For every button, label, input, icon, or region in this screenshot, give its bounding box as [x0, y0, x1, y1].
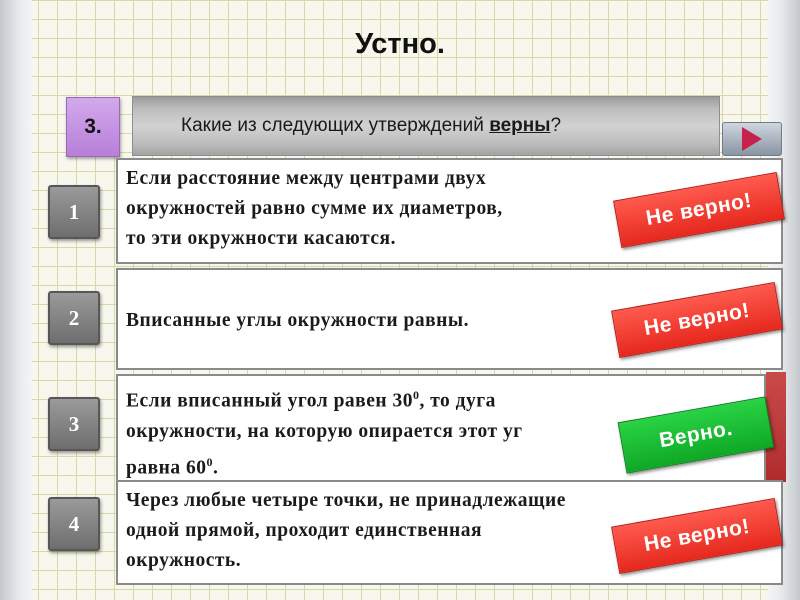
verdict-badge-4: Не верно! — [611, 498, 783, 574]
statement-number-3[interactable]: 3 — [48, 397, 100, 451]
statement-4: Через любые четыре точки, не принадлежащие одной прямой, проходит единственная окружность. — [116, 480, 783, 585]
statement-number-2[interactable]: 2 — [48, 291, 100, 345]
play-triangle-icon — [742, 127, 762, 151]
statement-2: Вписанные углы окружности равны. — [116, 268, 783, 370]
question-number: 3. — [66, 97, 120, 157]
left-edge-shade — [0, 0, 32, 600]
question-text-end: ? — [550, 115, 562, 136]
next-slide-button[interactable] — [722, 122, 782, 156]
statement-3-line-1a: Если вписанный угол равен 30 — [126, 390, 413, 412]
verdict-badge-3: Верно. — [618, 396, 775, 473]
statement-3-superscript-1: 0 — [412, 388, 420, 402]
statement-1: Если расстояние между центрами двух окружностей равно сумме их диаметров, то эти окружности касаются. — [116, 158, 783, 264]
question-text-emphasis: верны — [489, 115, 551, 136]
statement-number-1[interactable]: 1 — [48, 185, 100, 239]
statement-3-line-3a: равна 60 — [126, 457, 207, 478]
page-title: Устно. — [355, 28, 445, 60]
question-text-start: Какие из следующих утверждений — [181, 115, 490, 136]
verdict-badge-2: Не верно! — [611, 282, 783, 358]
statement-3-line-1b: , то дуга — [419, 390, 496, 412]
question-text — [132, 96, 720, 156]
statement-3-superscript-2: 0 — [206, 454, 213, 469]
statement-number-4[interactable]: 4 — [48, 497, 100, 551]
statement-3-line-2: окружности, на которую опирается этот уг — [126, 420, 523, 442]
verdict-badge-1: Не верно! — [613, 172, 785, 248]
statement-3-line-3b: . — [213, 457, 219, 478]
